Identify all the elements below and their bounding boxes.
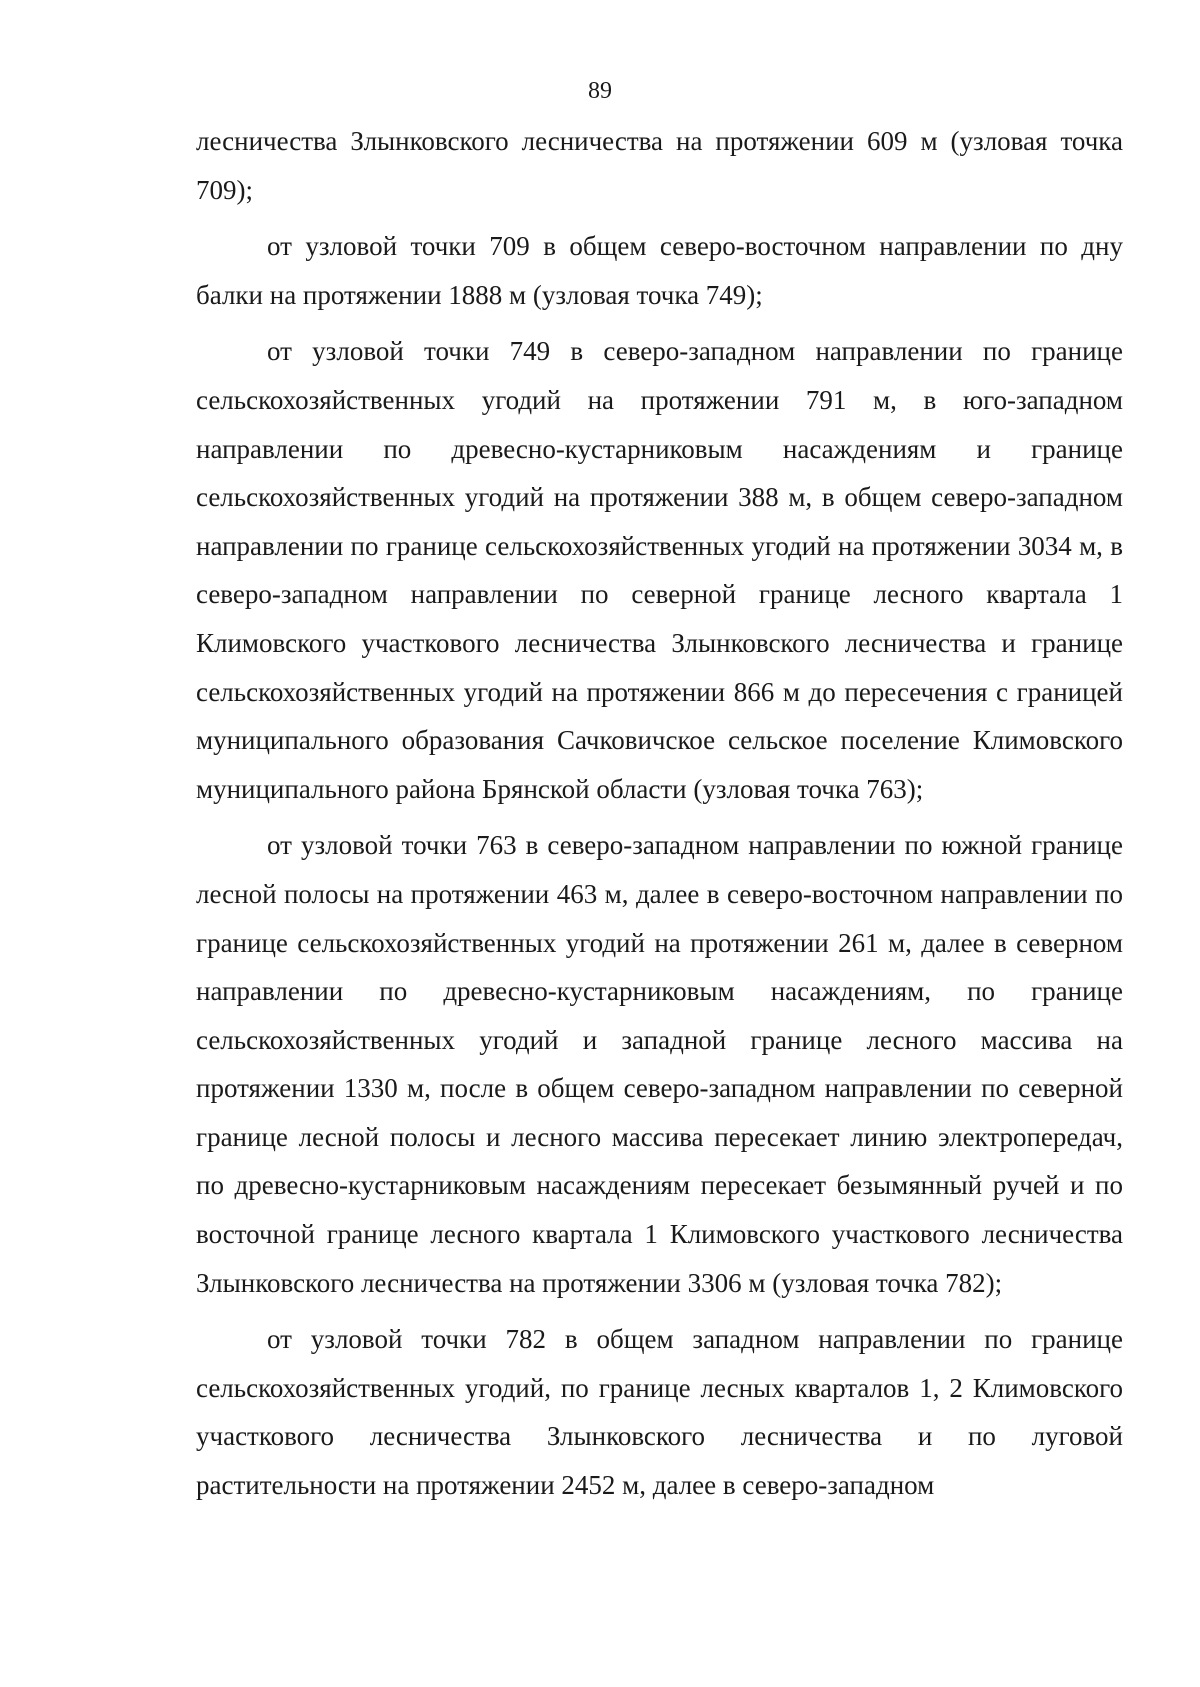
page-number: 89 bbox=[588, 78, 612, 104]
paragraph: от узловой точки 749 в северо-западном направлении по границе сельскохозяйственных угодий на протяжении 791 м, в юго-западном направлении по древесно-кустарниковым насаждениям и границе сельскохозяйственных угодий на протяжении 388 м, в общем северо-западном направлении по границе сельскохозяйственных угодий на протяжении 3034 м, в северо-западном направлении по северной границе лесного квартала 1 Климовского участкового лесничества Злынковского лесничества и границе сельскохозяйственных угодий на протяжении 866 м до пересечения с границей муниципального образования Сачковичское сельское поселение Климовского муниципального района Брянской области (узловая точка 763); bbox=[196, 336, 1123, 804]
paragraph: от узловой точки 782 в общем западном направлении по границе сельскохозяйственных угодий, по границе лесных кварталов 1, 2 Климовского участкового лесничества Злынковского лесничества и по луговой растительности на протяжении 2452 м, далее в северо-западном bbox=[196, 1324, 1123, 1501]
document-body bbox=[196, 117, 1123, 1510]
paragraph: от узловой точки 709 в общем северо-восточном направлении по дну балки на протяжении 1888 м (узловая точка 749); bbox=[196, 231, 1123, 310]
paragraph-continuation: лесничества Злынковского лесничества на протяжении 609 м (узловая точка 709); bbox=[196, 126, 1123, 205]
paragraph: от узловой точки 763 в северо-западном направлении по южной границе лесной полосы на протяжении 463 м, далее в северо-восточном направлении по границе сельскохозяйственных угодий на протяжении 261 м, далее в северном направлении по древесно-кустарниковым насаждениям, по границе сельскохозяйственных угодий и западной границе лесного массива на протяжении 1330 м, после в общем северо-западном направлении по северной границе лесной полосы и лесного массива пересекает линию электропередач, по древесно-кустарниковым насаждениям пересекает безымянный ручей и по восточной границе лесного квартала 1 Климовского участкового лесничества Злынковского лесничества на протяжении 3306 м (узловая точка 782); bbox=[196, 830, 1123, 1298]
